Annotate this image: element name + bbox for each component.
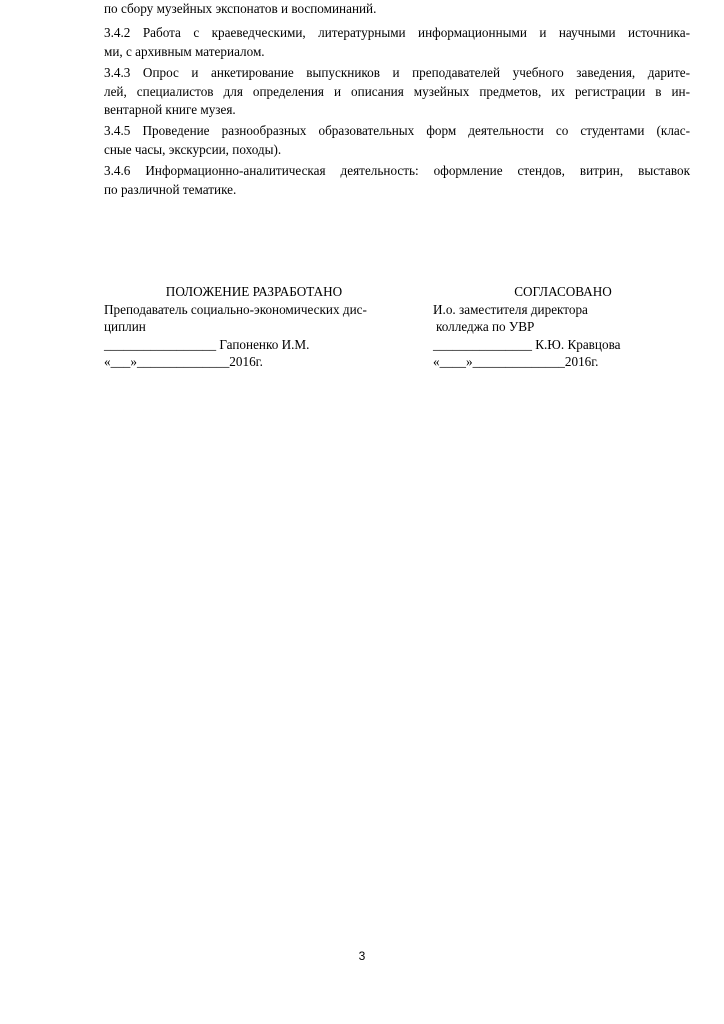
- signature-name-line: _________________ Гапоненко И.М.: [104, 336, 310, 352]
- paragraph-continuation: [104, 0, 690, 19]
- signature-position-cont: колледжа по УВР: [436, 319, 535, 334]
- paragraph-line: 3.4.2 Работа с краеведческими, литературными информационными и научными источника-: [104, 25, 690, 40]
- paragraph-line: сные часы, экскурсии, походы).: [104, 141, 282, 157]
- paragraph-line: ми, с архивным материалом.: [104, 43, 265, 59]
- paragraph-3-4-2: [104, 24, 690, 61]
- signature-date-line: «____»______________2016г.: [433, 354, 599, 369]
- paragraph-line: 3.4.3 Опрос и анкетирование выпускников и преподавателей учебного заведения, дарите-: [104, 65, 690, 80]
- paragraph-line: вентарной книге музея.: [104, 102, 236, 117]
- paragraph-line: 3.4.6 Информационно-аналитическая деятельность: оформление стендов, витрин, выставок: [104, 163, 690, 178]
- paragraph-3-4-6: [104, 162, 690, 199]
- paragraph-3-4-3: [104, 64, 690, 120]
- paragraph-line: 3.4.5 Проведение разнообразных образовательных форм деятельности со студентами (клас-: [104, 123, 690, 138]
- signature-block-developed: [104, 283, 404, 371]
- page-number: 3: [358, 949, 366, 963]
- paragraph-line: лей, специалистов для определения и описания музейных предметов, их регистрации в ин-: [104, 83, 690, 99]
- paragraph-line: по сбору музейных экспонатов и воспоминаний.: [104, 1, 377, 16]
- signature-date-line: «___»______________2016г.: [104, 354, 263, 369]
- signature-heading: СОГЛАСОВАНО: [514, 284, 612, 299]
- signature-position-cont: циплин: [104, 319, 146, 334]
- paragraph-3-4-5: [104, 122, 690, 159]
- paragraph-line: по различной тематике.: [104, 181, 237, 197]
- signature-block-approved: [433, 283, 693, 371]
- signature-position: Преподаватель социально-экономических дис-: [104, 301, 367, 317]
- signature-position: И.о. заместителя директора: [433, 301, 588, 317]
- signature-name-line: _______________ К.Ю. Кравцова: [433, 336, 621, 352]
- signature-heading: ПОЛОЖЕНИЕ РАЗРАБОТАНО: [165, 284, 343, 299]
